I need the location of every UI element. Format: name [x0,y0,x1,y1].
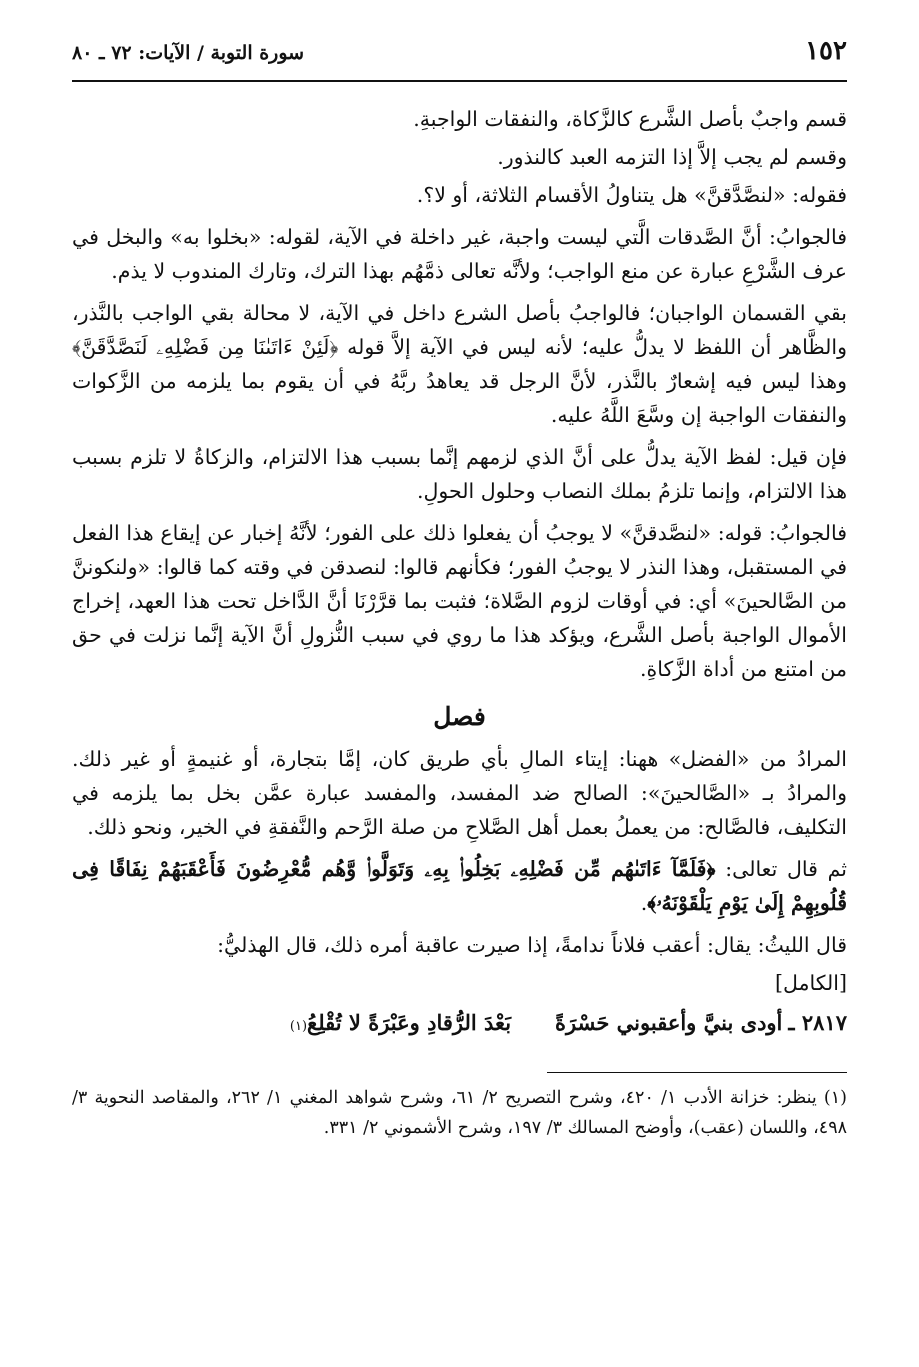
running-title: سورة التوبة / الآيات: ٧٢ ـ ٨٠ [72,42,305,64]
footnote-separator [547,1072,847,1073]
verse-intro: ثم قال تعالى: [715,857,847,881]
verse-paragraph [72,852,847,920]
lexical-note: قال الليثُ: يقال: أعقب فلاناً ندامةً، إذا صيرت عاقبة أمره ذلك، قال الهذليُّ: [217,933,847,957]
footnote: (١) ينظر: خزانة الأدب ١/ ٤٢٠، وشرح التصريح ٢/ ٦١، وشرح شواهد المغني ١/ ٢٦٢، والمقاصد النحوية ٣/ ٤٩٨، واللسان (عقب)، وأوضح المسالك ٣/ ١٩٧، وشرح الأشموني ٢/ ٣٣١. [72,1088,847,1138]
poem-hemistich-1: أودى بنيَّ وأعقبوني حَسْرَةً [555,1010,783,1035]
page [72,30,847,1340]
paragraph: فقوله: «لنصَّدَّقنَّ» هل يتناولُ الأقسام الثلاثة، أو لا؟. [416,183,847,207]
page-body [72,102,847,1143]
page-number: ١٥٢ [805,36,847,66]
quran-verse: ﴿فَلَمَّآ ءَاتَىٰهُم مِّن فَضْلِهِۦ بَخِلُوا۟ بِهِۦ وَتَوَلَّوا۟ وَّهُم مُّعْرِضُونَ فَأَعْقَبَهُمْ نِفَاقًا فِى قُلُوبِهِمْ إِلَىٰ يَوْمِ يَلْقَوْنَهُۥ﴾ [72,857,847,915]
paragraph: فالجوابُ: قوله: «لنصَّدقنَّ» لا يوجبُ أن يفعلوا ذلك على الفور؛ لأنَّهُ إخبار عن إيقاع هذا الفعل في المستقبل، وهذا النذر لا يوجبُ الفور؛ فكأنهم قالوا: لنصدقن في وقته كما قالوا: «ولنكوننَّ من الصَّالحينَ» أي: في أوقات لزوم الصَّلاة؛ فثبت بما قرَّرْنَا أنَّ الدَّاخل تحت هذا العهد، إخراج الأموال الواجبة بأصل الشَّرع، ويؤكد هذا ما روي في سبب النُّزولِ أنَّ الآية إنَّما نزلت في حق من امتنع من أداة الزَّكاةِ. [72,521,847,681]
page-header [72,30,847,82]
verse-end: . [640,891,648,915]
paragraph: بقي القسمان الواجبان؛ فالواجبُ بأصل الشرع داخل في الآية، لا محالة بقي الواجب بالنَّذر، والظَّاهر أن اللفظ لا يدلُّ عليه؛ لأنه ليس في الآية إلاَّ قوله ﴿لَئِنْ ءَاتَىٰنَا مِن فَضْلِهِۦ لَنَصَّدَّقَنَّ﴾ وهذا ليس فيه إشعارٌ بالنَّذر، لأنَّ الرجل قد يعاهدُ ربَّهُ في أن يقوم بما يلزمه من الزَّكوات والنفقات الواجبة إن وسَّعَ اللَّهُ عليه. [72,301,847,427]
poem-number: ٢٨١٧ ـ [788,1010,847,1035]
footnote-marker: (١) [289,1019,308,1034]
poem-hemistich-2: بَعْدَ الرُّقادِ وعَبْرَةً لا تُقْلِعُ [307,1010,512,1035]
paragraph: وقسم لم يجب إلاَّ إذا التزمه العبد كالنذور. [497,145,847,169]
meter-label: [الكامل] [774,971,847,995]
paragraph: فإن قيل: لفظ الآية يدلُّ على أنَّ الذي لزمهم إنَّما بسبب هذا الالتزام، والزكاةُ لا تلزم بسبب هذا الالتزام، وإنما تلزمُ بملك النصاب وحلول الحولِ. [72,445,847,503]
poem-line [72,1006,847,1044]
paragraph: قسم واجبٌ بأصل الشَّرع كالزَّكاة، والنفقات الواجبةِ. [413,107,847,131]
paragraph: المرادُ من «الفضل» ههنا: إيتاء المالِ بأي طريق كان، إمَّا بتجارة، أو غنيمةٍ أو غير ذلك. والمرادُ بـ «الصَّالحينَ»: الصالح ضد المفسد، والمفسد عبارة عمَّن بخل بما يلزمه في التكليف، فالصَّالح: من يعملُ بعمل أهل الصَّلاحِ من صلة الرَّحم والنَّفقةِ في الخير، ونحو ذلك. [72,747,847,839]
paragraph: فالجوابُ: أنَّ الصَّدقات الَّتي ليست واجبة، غير داخلة في الآية، لقوله: «بخلوا به» والبخل في عرف الشَّرْعِ عبارة عن منع الواجب؛ ولأنَّه تعالى ذمَّهُم بهذا الترك، وتارك المندوب لا يذم. [72,225,847,283]
section-heading: فصل [433,702,486,731]
